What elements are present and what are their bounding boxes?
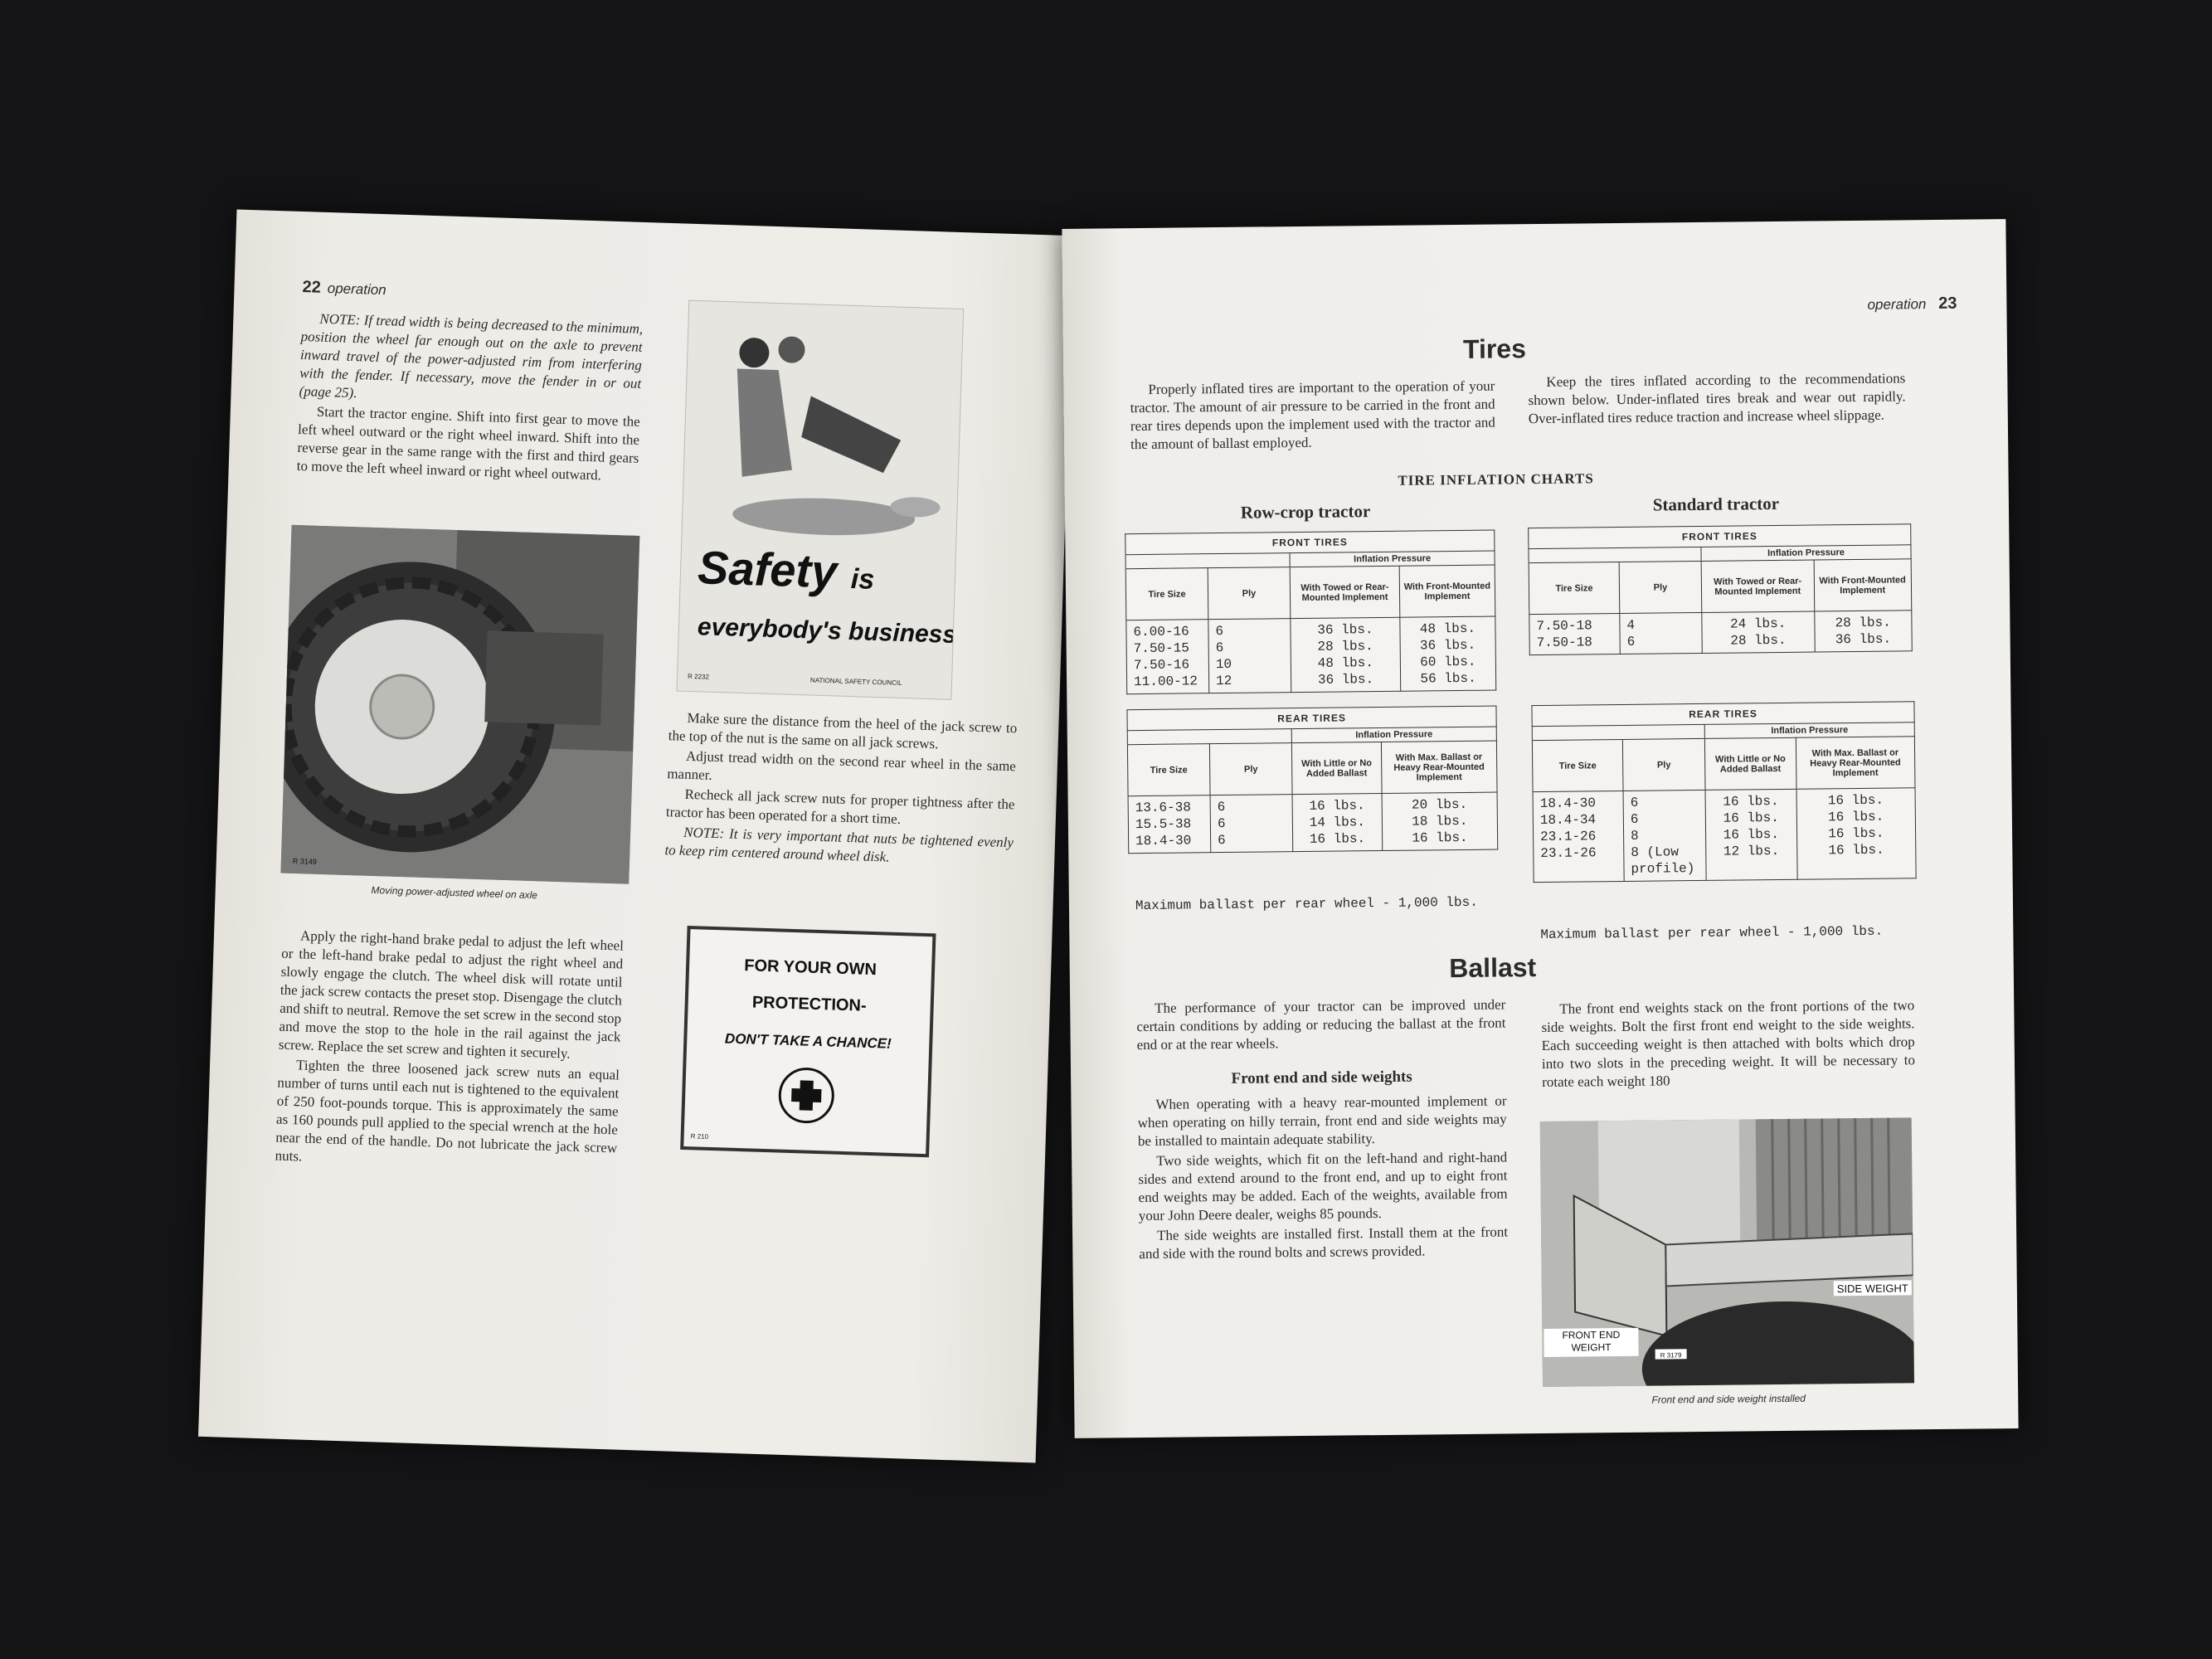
- col2-header: With Max. Ballast or Heavy Rear-Mounted Implement: [1796, 737, 1915, 789]
- label-front-end-weight: FRONT END WEIGHT: [1562, 1329, 1621, 1354]
- charts-title: TIRE INFLATION CHARTS: [1398, 470, 1594, 489]
- right-page: [1062, 219, 2018, 1438]
- safety-poster: [677, 300, 965, 700]
- poster-title-is: is: [850, 562, 875, 596]
- col1-values: 16 lbs. 16 lbs. 16 lbs. 12 lbs.: [1705, 789, 1797, 880]
- para-recheck: Recheck all jack screw nuts for proper tightness after the tractor has been operated for a short time.: [665, 786, 1015, 828]
- para-apply-brake: Apply the right-hand brake pedal to adjust the left wheel or the left-hand brake pedal to adjust the right wheel and slowly engage the clutch. The wheel disk will rotate until the jack screw contacts the preset stop. Disengage the clutch and shift to neutral. Remove the set screw in the second stop and move the stop to the hole in the rail against the jack screw. Replace the set screw and tighten it securely.: [278, 927, 625, 1062]
- page-number: 22: [302, 278, 322, 297]
- col1-values: 16 lbs. 14 lbs. 16 lbs.: [1292, 793, 1382, 851]
- ballast-heading: Ballast: [1449, 952, 1537, 984]
- left-page: [198, 210, 1074, 1463]
- rowcrop-front-table: [1125, 530, 1496, 695]
- note-tread-width: NOTE: If tread width is being decreased to the minimum, position the wheel far enough out on the axle to prevent inward travel of the power-adjusted rim from interfering with the fender. If necessary, move the fender in or out (page 25).: [299, 310, 644, 401]
- para-make-sure: Make sure the distance from the heel of the jack screw to the top of the nut is the same on all jack screws.: [668, 709, 1018, 752]
- tires-intro: Properly inflated tires are important to the operation of your tractor. The amount of air pressure to be carried in the front and rear tires depends upon the implement used with the tractor and the amount of ballast employed.: [1130, 377, 1495, 453]
- poster-code: R 2232: [687, 672, 710, 681]
- ply-header: Ply: [1209, 743, 1292, 795]
- right-page-header: [1867, 294, 1957, 314]
- stack-text: [1541, 996, 1915, 1093]
- page-number-right: 23: [1938, 294, 1957, 313]
- safety-poster-art: [678, 301, 964, 699]
- standard-max-ballast: Maximum ballast per rear wheel - 1,000 lbs.: [1540, 923, 1884, 943]
- poster2-code: R 210: [690, 1132, 709, 1141]
- section-name-right: operation: [1867, 296, 1927, 313]
- front-weights-heading: Front end and side weights: [1231, 1068, 1412, 1087]
- col1-values: 36 lbs. 28 lbs. 48 lbs. 36 lbs.: [1291, 617, 1401, 692]
- pressure-header: Inflation Pressure: [1290, 551, 1495, 567]
- pressure-header: Inflation Pressure: [1701, 545, 1911, 562]
- size-header: Tire Size: [1125, 568, 1208, 620]
- fw-para2: Two side weights, which fit on the left-hand and right-hand sides and extend around to the front end, and up to eight front end weights may be added. Each of the weights, available from your John Deere dealer, weighs 85 pounds.: [1138, 1149, 1508, 1224]
- ply-values: 4 6: [1620, 612, 1703, 654]
- photo-caption-right: Front end and side weight installed: [1651, 1392, 1806, 1406]
- tires-para-right: [1528, 369, 1906, 430]
- tires-heading: Tires: [1462, 333, 1527, 364]
- photo-code: R 3149: [292, 857, 318, 866]
- front-weights-text: [1137, 1092, 1508, 1265]
- pressure-header: Inflation Pressure: [1704, 722, 1914, 739]
- ply-header: Ply: [1622, 738, 1705, 791]
- col1-values: 24 lbs. 28 lbs.: [1702, 611, 1815, 653]
- col2-header: With Max. Ballast or Heavy Rear-Mounted Implement: [1381, 741, 1497, 793]
- col2-values: 28 lbs. 36 lbs.: [1814, 611, 1912, 652]
- size-values: 7.50-18 7.50-18: [1529, 613, 1621, 654]
- poster2-line1: FOR YOUR OWN: [743, 956, 878, 980]
- standard-rear-table: [1531, 701, 1916, 883]
- standard-title: Standard tractor: [1652, 493, 1780, 515]
- pressure-header: Inflation Pressure: [1291, 727, 1496, 743]
- ply-header: Ply: [1619, 561, 1702, 613]
- col1-header: With Towed or Rear-Mounted Implement: [1701, 560, 1814, 612]
- front-weight-illustration: [1540, 1117, 1914, 1387]
- para-tighten-nuts: Tighten the three loosened jack screw nuts an equal number of turns until each nut is tightened to the equivalent of 250 foot-pounds torque. This is approximately the same as 160 pounds pull applied to the special wrench at the hole near the end of the handle. Do not lubricate the jack screw nuts.: [275, 1057, 620, 1165]
- col1-header: With Little or No Added Ballast: [1704, 737, 1796, 790]
- size-values: 6.00-16 7.50-15 7.50-16 11.00-12: [1126, 620, 1209, 694]
- tractor-wheel-illustration: [280, 525, 639, 884]
- protection-poster-art: [683, 929, 932, 1154]
- rowcrop-max-ballast: Maximum ballast per rear wheel - 1,000 lbs.: [1135, 894, 1478, 914]
- left-page-header: [302, 278, 386, 299]
- col2-header: With Front-Mounted Implement: [1399, 565, 1495, 617]
- size-header: Tire Size: [1127, 744, 1210, 796]
- tires-para-left: [1130, 377, 1495, 456]
- table-label: FRONT TIRES: [1125, 530, 1495, 555]
- left-column-bottom: [275, 927, 624, 1178]
- rowcrop-title: Row-crop tractor: [1240, 501, 1371, 523]
- ply-values: 6 6 8 8 (Low profile): [1623, 790, 1706, 881]
- right-column-text: [664, 708, 1018, 872]
- ballast-intro: The performance of your tractor can be improved under certain conditions by adding or reducing the ballast at the front end or at the rear wheels.: [1136, 996, 1506, 1053]
- col2-header: With Front-Mounted Implement: [1814, 559, 1912, 611]
- poster-title-business: everybody's business!: [697, 613, 964, 649]
- table-label: FRONT TIRES: [1529, 524, 1911, 549]
- col1-header: With Towed or Rear-Mounted Implement: [1290, 566, 1400, 618]
- size-values: 13.6-38 15.5-38 18.4-30: [1128, 795, 1211, 854]
- note-tighten-evenly: NOTE: It is very important that nuts be tightened evenly to keep rim centered around wheel disk.: [664, 824, 1014, 865]
- standard-front-table: [1528, 523, 1913, 655]
- tires-recommendation: Keep the tires inflated according to the recommendations shown below. Under-inflated tires break and wear out rapidly. Over-inflated tires reduce traction and increase wheel slippage.: [1528, 370, 1906, 427]
- poster-title-safety: Safety: [697, 541, 839, 598]
- size-header: Tire Size: [1532, 739, 1623, 791]
- col2-values: 48 lbs. 36 lbs. 60 lbs. 56 lbs.: [1400, 616, 1496, 691]
- poster2-line2: PROTECTION-: [751, 993, 867, 1015]
- para-adjust-tread: Adjust tread width on the second rear wheel in the same manner.: [667, 747, 1017, 783]
- left-column-top: [296, 309, 643, 488]
- label-side-weight: SIDE WEIGHT: [1836, 1282, 1908, 1296]
- table-label: REAR TIRES: [1532, 702, 1914, 727]
- fw-para1: When operating with a heavy rear-mounted implement or when operating on hilly terrain, front end and side weights may be installed to maintain adequate stability.: [1137, 1092, 1507, 1150]
- ply-values: 6 6 6: [1210, 795, 1293, 853]
- col1-header: With Little or No Added Ballast: [1291, 742, 1381, 795]
- stack-para: The front end weights stack on the front portions of the two side weights. Bolt the first front end weight to the side weights. Each succeeding weight is then attached with bolts which drop into two slots in the preceding weight. It will be necessary to rotate each weight 180: [1541, 997, 1916, 1090]
- poster2-line3: DON'T TAKE A CHANCE!: [724, 1030, 892, 1052]
- ply-header: Ply: [1208, 567, 1291, 620]
- fw-para3: The side weights are installed first. Install them at the front and side with the round bolts and screws provided.: [1139, 1224, 1509, 1262]
- photo-code-right: R 3179: [1660, 1351, 1682, 1360]
- col2-values: 20 lbs. 18 lbs. 16 lbs.: [1382, 792, 1498, 850]
- photo-caption-left: Moving power-adjusted wheel on axle: [371, 883, 538, 902]
- front-weight-photo: [1540, 1117, 1914, 1387]
- ballast-left-column: [1136, 995, 1506, 1056]
- rowcrop-rear-table: [1126, 706, 1498, 854]
- para-start-engine: Start the tractor engine. Shift into first gear to move the left wheel outward or the right wheel inward. Shift into the reverse gear in the same range with the first and third gears to move the left wheel inward or right wheel outward.: [296, 403, 640, 484]
- size-values: 18.4-30 18.4-34 23.1-26 23.1-26: [1533, 791, 1624, 882]
- poster-credit: NATIONAL SAFETY COUNCIL: [809, 676, 902, 687]
- tractor-wheel-photo: [280, 525, 639, 884]
- table-label: REAR TIRES: [1127, 706, 1496, 731]
- size-header: Tire Size: [1529, 562, 1620, 614]
- ply-values: 6 6 10 12: [1208, 619, 1291, 693]
- col2-values: 16 lbs. 16 lbs. 16 lbs. 16 lbs.: [1796, 788, 1917, 879]
- section-name: operation: [327, 280, 386, 299]
- protection-poster: [680, 926, 936, 1157]
